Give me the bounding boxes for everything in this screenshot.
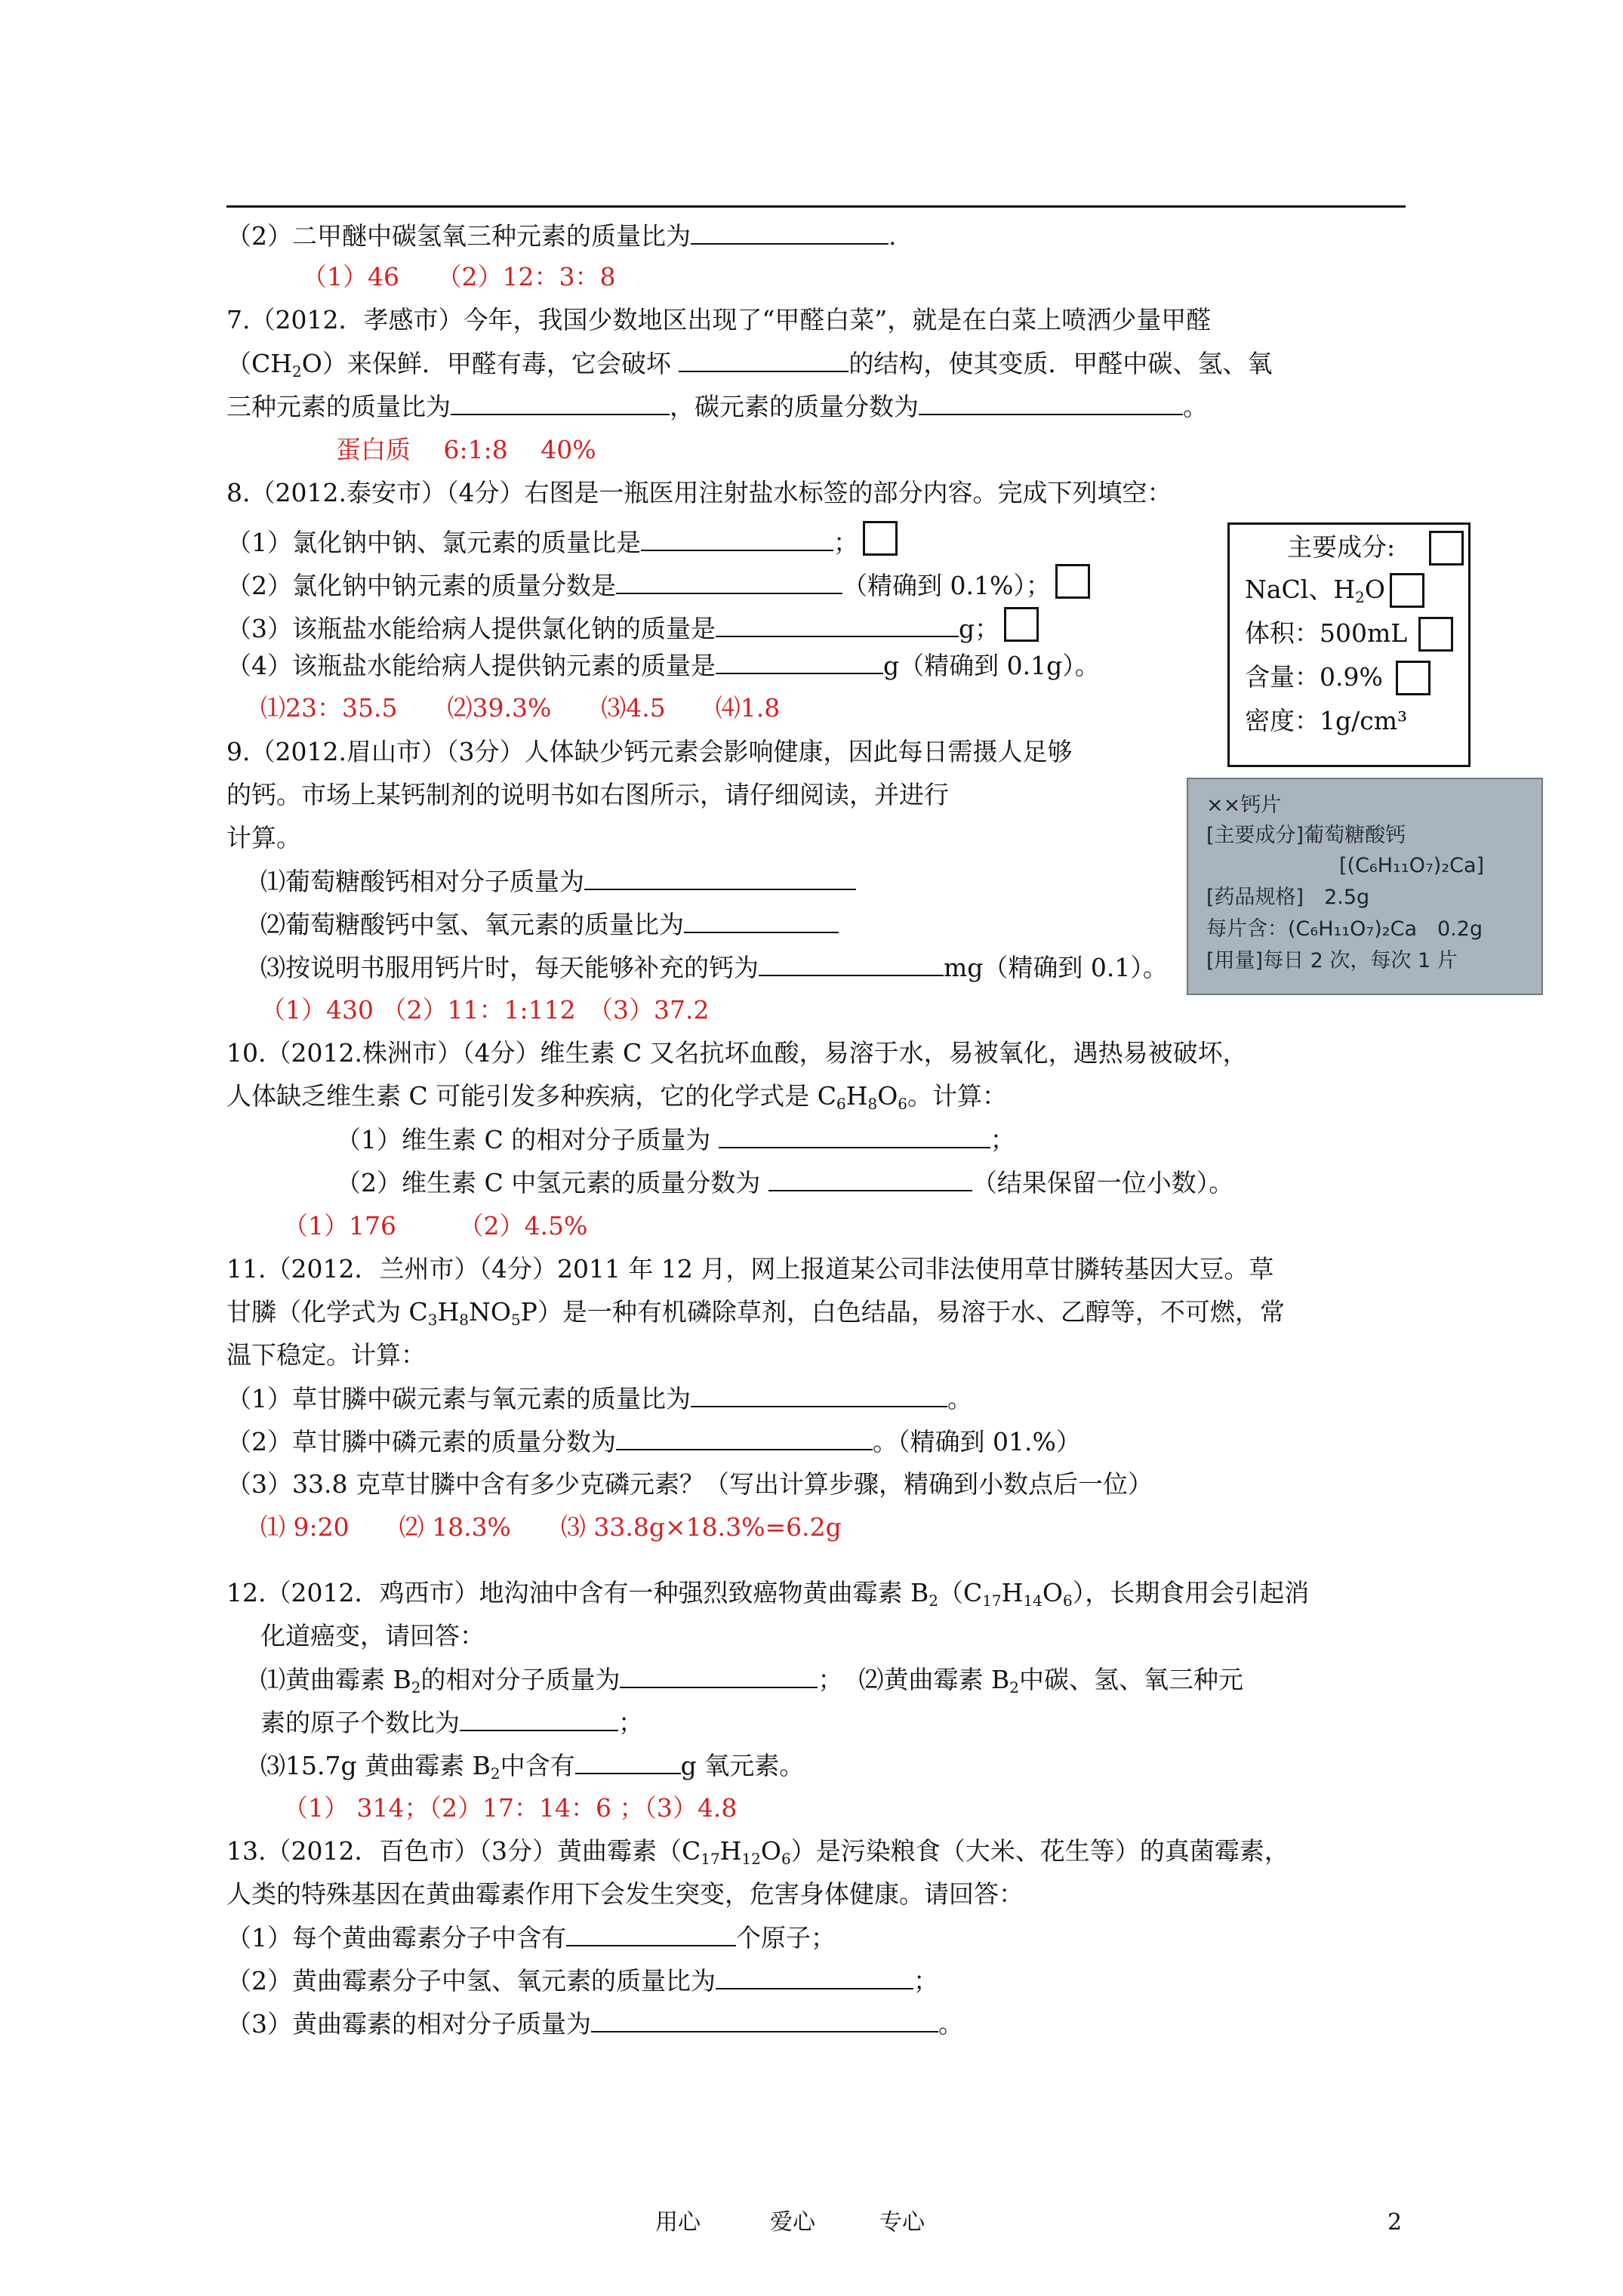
checkbox-square <box>1055 564 1090 599</box>
question-13-line1: 13.（2012．百色市）（3分）黄曲霉素$(C_{17}H_{12}O_6)$是污染粮食（大米、花生等）的真菌霉素， <box>226 1836 1289 1868</box>
checkbox-square <box>1418 617 1453 652</box>
question-8-2: （2）氯化钠中钠元素的质量分数是 （精确到 0.1%）； <box>226 564 1090 601</box>
label-ingredients: NaCl、$H_2O$ <box>1245 575 1385 606</box>
question-9-line3: 计算。 <box>226 823 301 852</box>
question-12-2: 素的原子个数比为 ； <box>260 1708 643 1737</box>
checkbox-square <box>1004 607 1039 642</box>
question-12-3: ⑶15.7g 黄曲霉素 $B_2$中含有 g 氧元素。 <box>260 1751 805 1783</box>
answer-9: （1）430 （2）11：1:112 （3）37.2 <box>260 995 710 1025</box>
question-11-line2: 甘膦（化学式为 $C_3H_8NO_5P$）是一种有机磷除草剂，白色结晶，易溶于水、乙醇等，不可燃，常 <box>226 1297 1285 1329</box>
header-rule <box>226 205 1406 208</box>
answer-12: （1） 314；（2）17：14：6 ；（3）4.8 <box>283 1793 738 1823</box>
label-volume: 体积：500mL <box>1245 618 1408 648</box>
question-9-2: ⑵葡萄糖酸钙中氢、氧元素的质量比为 <box>260 909 839 940</box>
question-8-3: （3）该瓶盐水能给病人提供氯化钠的质量是 g； <box>226 607 1039 644</box>
question-13-1: （1）每个黄曲霉素分子中含有 个原子； <box>226 1923 836 1952</box>
answer-11: ⑴ 9:20 ⑵ 18.3% ⑶ 33.8g×18.3%=6.2g <box>260 1512 842 1542</box>
question-11-3: （3）33.8 克草甘膦中含有多少克磷元素？（写出计算步骤，精确到小数点后一位） <box>226 1469 1153 1499</box>
question-13-line2: 人类的特殊基因在黄曲霉素作用下会发生突变，危害身体健康。请回答： <box>226 1879 1024 1909</box>
checkbox-square <box>863 521 898 556</box>
page-number: 2 <box>1387 2209 1403 2236</box>
question-11-line1: 11.（2012．兰州市）（4分）2011 年 12 月，网上报道某公司非法使用草甘膦转基因大豆。草 <box>226 1254 1274 1284</box>
question-8-line1: 8.（2012.泰安市）（4分）右图是一瓶医用注射盐水标签的部分内容。完成下列填空： <box>226 478 1172 507</box>
question-12-1: ⑴黄曲霉素 $B_2$的相对分子质量为 ； ⑵黄曲霉素 $B_2$中碳、氢、氧三种元 <box>260 1665 1243 1697</box>
label-content: 含量：0.9% <box>1245 662 1383 692</box>
question-12-line2: 化道癌变，请回答： <box>260 1621 485 1650</box>
question-10-line1: 10.（2012.株洲市）（4分）维生素 C 又名抗坏血酸，易溶于水，易被氧化，遇热易被破坏， <box>226 1038 1248 1068</box>
calcium-tablet-label-photo: ××钙片 [主要成分]葡萄糖酸钙 [(C₆H₁₁O₇)₂Ca] [药品规格] 2.5g 每片含：(C₆H₁₁O₇)₂Ca 0.2g [用量]每日 2 次，每次 1 片 <box>1187 778 1543 995</box>
question-9-1: ⑴葡萄糖酸钙相对分子质量为 <box>260 866 856 897</box>
question-13-3: （3）黄曲霉素的相对分子质量为 。 <box>226 2009 963 2039</box>
question-6-2: （2）二甲醚中碳氢氧三种元素的质量比为 . <box>226 221 897 251</box>
question-9-line1: 9.（2012.眉山市）（3分）人体缺少钙元素会影响健康，因此每日需摄人足够 <box>226 737 1073 766</box>
label-title: 主要成分: <box>1287 532 1396 562</box>
checkbox-square <box>1390 573 1424 608</box>
question-9-line2: 的钙。市场上某钙制剂的说明书如右图所示，请仔细阅读，并进行 <box>226 780 949 809</box>
question-13-2: （2）黄曲霉素分子中氢、氧元素的质量比为 ； <box>226 1966 938 1996</box>
footer-motto-1: 用心 <box>655 2209 701 2236</box>
answer-8: ⑴23：35.5 ⑵39.3% ⑶4.5 ⑷1.8 <box>260 693 781 723</box>
question-8-1: （1）氯化钠中钠、氯元素的质量比是 ； <box>226 521 898 558</box>
footer-motto-2: 爱心 <box>770 2209 815 2236</box>
question-10-1: （1）维生素 C 的相对分子质量为 ； <box>336 1125 1015 1154</box>
question-7-line1: 7.（2012．孝感市）今年，我国少数地区出现了“甲醛白菜”，就是在白菜上喷洒少量甲醛 <box>226 305 1212 334</box>
question-10-line2: 人体缺乏维生素 C 可能引发多种疾病，它的化学式是 $C_6H_8O_6$。计算： <box>226 1081 1008 1113</box>
saline-label-box <box>1227 522 1471 767</box>
checkbox-square <box>1396 661 1431 695</box>
checkbox-square <box>1429 531 1464 566</box>
question-11-line3: 温下稳定。计算： <box>226 1340 426 1370</box>
question-7-line2: $(CH_2O)$来保鲜．甲醛有毒，它会破坏 的结构，使其变质．甲醛中碳、氢、氧 <box>226 349 1273 381</box>
question-11-1: （1）草甘膦中碳元素与氧元素的质量比为 。 <box>226 1384 972 1413</box>
question-7-line3: 三种元素的质量比为 ，碳元素的质量分数为 。 <box>226 392 1208 421</box>
footer-motto-3: 专心 <box>879 2209 925 2236</box>
answer-10: （1）176 （2）4.5% <box>283 1211 588 1240</box>
answer-6: （1）46 （2）12：3：8 <box>302 262 616 291</box>
question-12-line1: 12.（2012．鸡西市）地沟油中含有一种强烈致癌物黄曲霉素 $B_2(C_{17}H_{14}O_6)$，长期食用会引起消 <box>226 1578 1310 1610</box>
answer-7: 蛋白质 6:1:8 40% <box>336 435 596 464</box>
question-8-4: （4）该瓶盐水能给病人提供钠元素的质量是 g（精确到 0.1g）。 <box>226 651 1100 680</box>
question-9-3: ⑶按说明书服用钙片时，每天能够补充的钙为 mg（精确到 0.1）。 <box>260 953 1168 982</box>
label-density: 密度：1g/cm³ <box>1245 706 1408 735</box>
question-11-2: （2）草甘膦中磷元素的质量分数为 。（精确到 01.%） <box>226 1427 1081 1456</box>
question-10-2: （2）维生素 C 中氢元素的质量分数为 （结果保留一位小数）。 <box>336 1168 1234 1197</box>
